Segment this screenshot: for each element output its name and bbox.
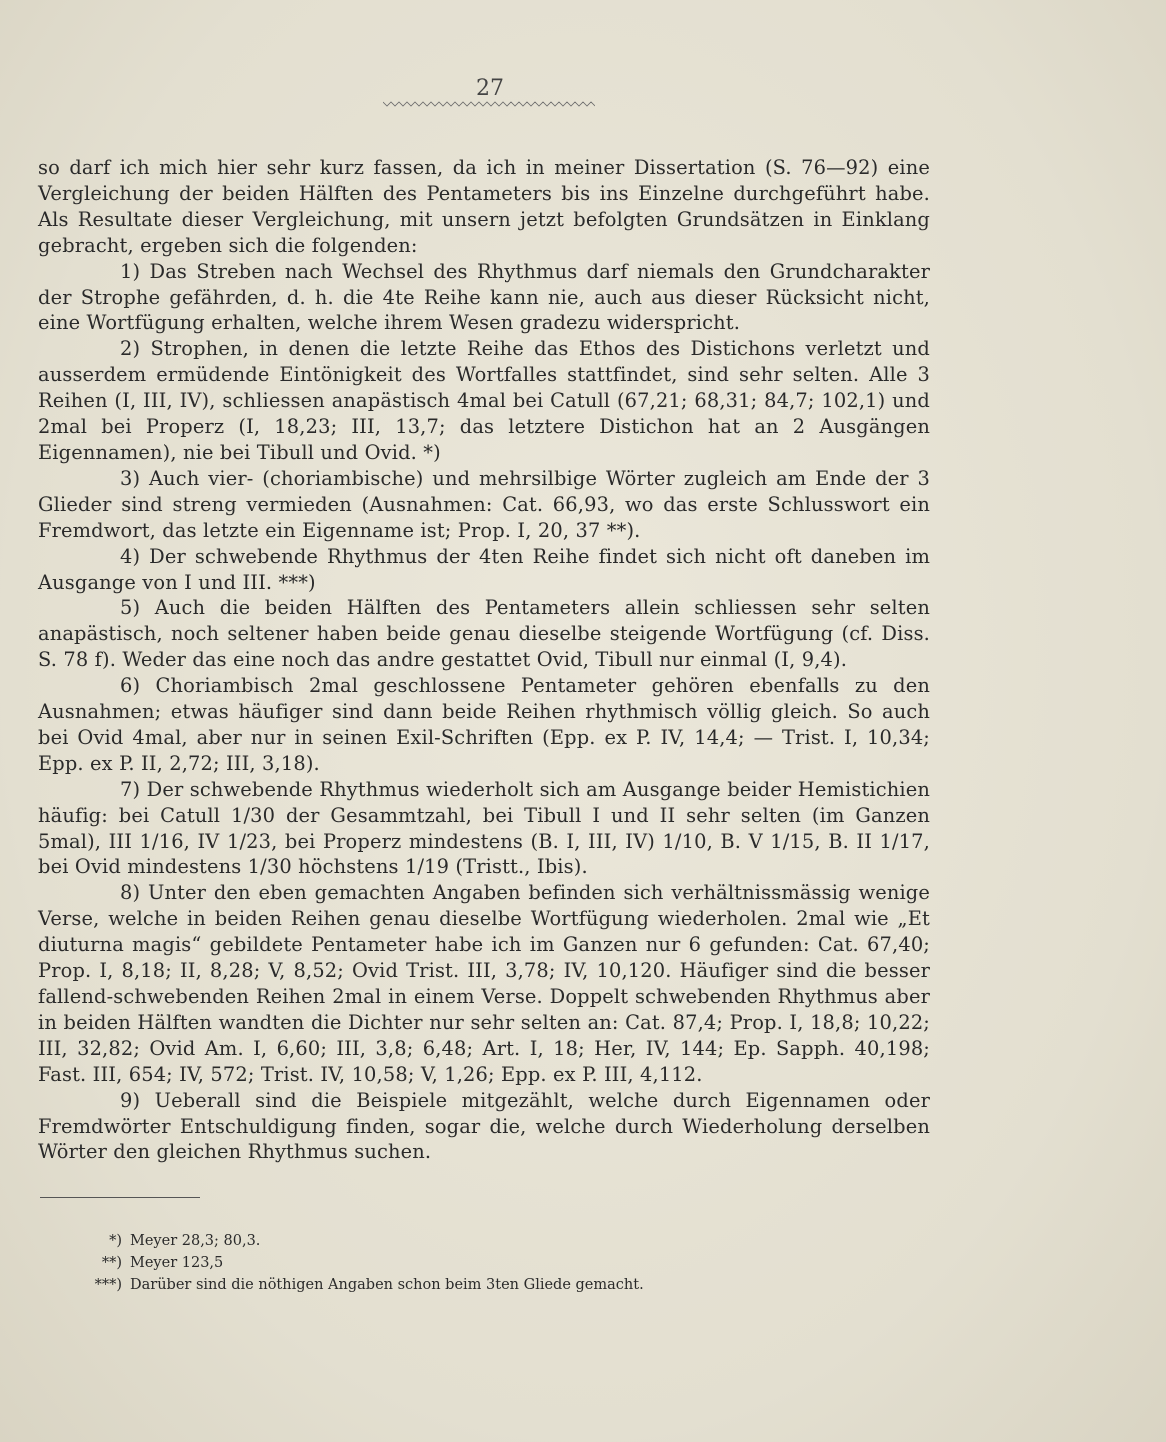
page-number: 27	[476, 76, 504, 101]
footnote-separator	[40, 1197, 200, 1198]
paragraph-8: 8) Unter den eben gemachten Angaben befinden sich verhältnissmässig wenige Verse, welche in beiden Reihen genau dieselbe Wortfügung wiederholen. 2mal wie „Et diuturna magis“ gebildete Pentameter habe ich im Ganzen nur 6 gefunden: Cat. 67,40; Prop. I, 8,18; II, 8,28; V, 8,52; Ovid Trist. III, 3,78; IV, 10,120. Häufiger sind die besser fallend-schwebenden Reihen 2mal in einem Verse. Doppelt schwebenden Rhythmus aber in beiden Hälften wandten die Dichter nur sehr selten an: Cat. 87,4; Prop. I, 18,8; 10,22; III, 32,82; Ovid Am. I, 6,60; III, 3,8; 6,48; Art. I, 18; Her, IV, 144; Ep. Sapph. 40,198; Fast. III, 654; IV, 572; Trist. IV, 10,58; V, 1,26; Epp. ex P. III, 4,112.	[38, 881, 930, 1086]
footnote	[40, 1230, 740, 1252]
footnote-mark: ***)	[94, 1277, 122, 1293]
paragraph-intro: so darf ich mich hier sehr kurz fassen, da ich in meiner Dissertation (S. 76—92) eine Vergleichung der beiden Hälften des Pentameters bis ins Einzelne durchgeführt habe. Als Resultate dieser Vergleichung, mit unsern jetzt befolgten Grundsätzen in Einklang gebracht, ergeben sich die folgenden:	[38, 156, 930, 257]
footnote-text: Meyer 28,3; 80,3.	[130, 1233, 261, 1249]
footnote-mark: *)	[109, 1233, 122, 1249]
footnotes	[40, 1230, 740, 1296]
paragraph-5: 5) Auch die beiden Hälften des Pentameters allein schliessen sehr selten anapästisch, noch seltener haben beide genau dieselbe steigende Wortfügung (cf. Diss. S. 78 f). Weder das eine noch das andre gestattet Ovid, Tibull nur einmal (I, 9,4).	[38, 596, 930, 672]
page-number-ornament	[383, 101, 595, 107]
paragraph-1: 1) Das Streben nach Wechsel des Rhythmus darf niemals den Grundcharakter der Strophe gefährden, d. h. die 4te Reihe kann nie, auch aus dieser Rücksicht nicht, eine Wortfügung erhalten, welche ihrem Wesen gradezu widerspricht.	[38, 259, 930, 335]
footnote	[40, 1252, 740, 1274]
paragraph-3: 3) Auch vier- (choriambische) und mehrsilbige Wörter zugleich am Ende der 3 Glieder sind streng vermieden (Ausnahmen: Cat. 66,93, wo das erste Schlusswort ein Fremdwort, das letzte ein Eigenname ist; Prop. I, 20, 37 **).	[38, 466, 930, 542]
body-text	[38, 155, 930, 1165]
footnote-text: Meyer 123,5	[130, 1255, 224, 1271]
paragraph-7: 7) Der schwebende Rhythmus wiederholt sich am Ausgange beider Hemistichien häufig: bei Catull 1/30 der Gesammtzahl, bei Tibull I und II sehr selten (im Ganzen 5mal), III 1/16, IV 1/23, bei Properz mindestens (B. I, III, IV) 1/10, B. V 1/15, B. II 1/17, bei Ovid mindestens 1/30 höchstens 1/19 (Tristt., Ibis).	[38, 777, 930, 879]
paragraph-9: 9) Ueberall sind die Beispiele mitgezählt, welche durch Eigennamen oder Fremdwörter Entschuldigung finden, sogar die, welche durch Wiederholung derselben Wörter den gleichen Rhythmus suchen.	[38, 1088, 930, 1164]
paragraph-6: 6) Choriambisch 2mal geschlossene Pentameter gehören ebenfalls zu den Ausnahmen; etwas häufiger sind dann beide Reihen rhythmisch völlig gleich. So auch bei Ovid 4mal, aber nur in seinen Exil-Schriften (Epp. ex P. IV, 14,4; — Trist. I, 10,34; Epp. ex P. II, 2,72; III, 3,18).	[38, 674, 930, 775]
paragraph-2: 2) Strophen, in denen die letzte Reihe das Ethos des Distichons verletzt und ausserdem ermüdende Eintönigkeit des Wortfalles stattfindet, sind sehr selten. Alle 3 Reihen (I, III, IV), schliessen anapästisch 4mal bei Catull (67,21; 68,31; 84,7; 102,1) und 2mal bei Properz (I, 18,23; III, 13,7; das letztere Distichon hat an 2 Ausgängen Eigennamen), nie bei Tibull und Ovid. *)	[38, 337, 930, 464]
footnote-mark: **)	[101, 1255, 122, 1271]
paragraph-4: 4) Der schwebende Rhythmus der 4ten Reihe findet sich nicht oft daneben im Ausgange von I und III. ***)	[38, 544, 930, 594]
footnote-text: Darüber sind die nöthigen Angaben schon beim 3ten Gliede gemacht.	[130, 1277, 644, 1293]
footnote	[40, 1274, 740, 1296]
